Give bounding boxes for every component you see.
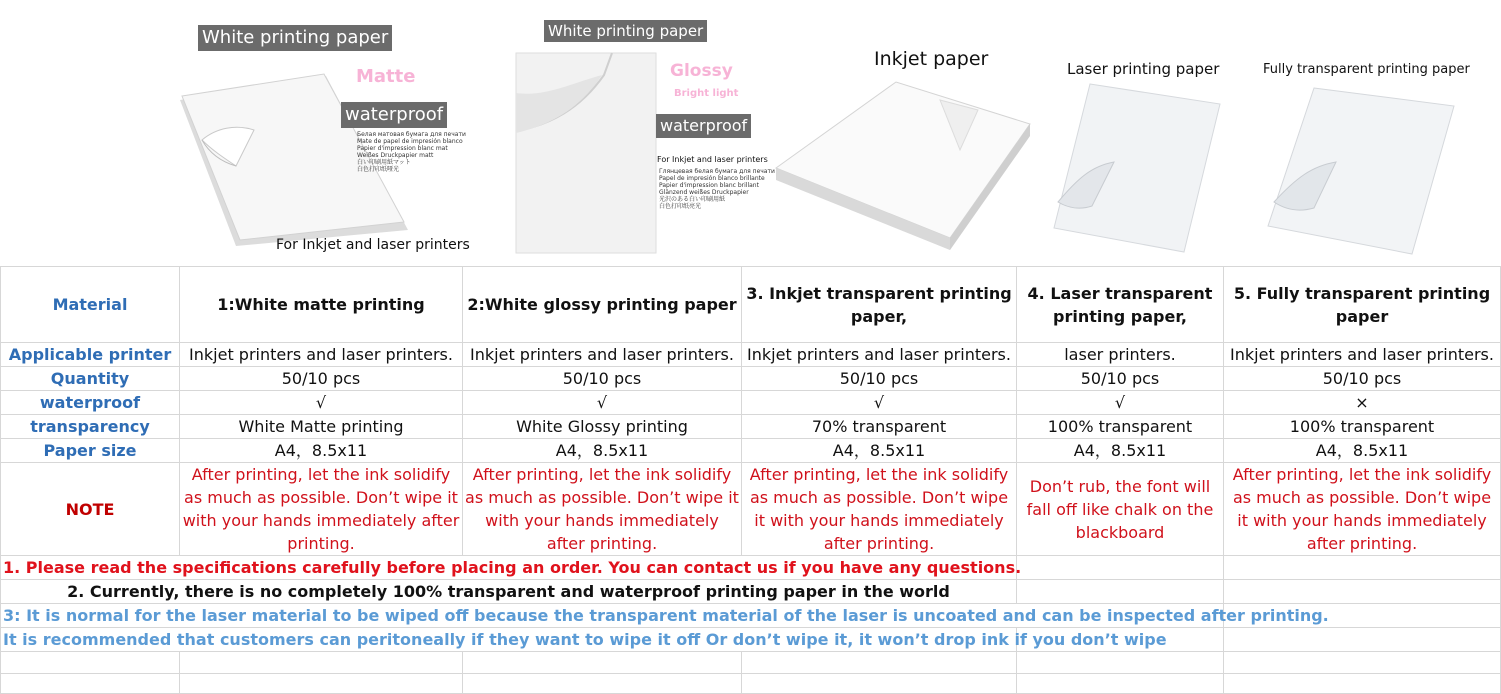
table-cell: √: [180, 391, 463, 415]
img3-title: Inkjet paper: [874, 48, 989, 70]
table-cell: 50/10 pcs: [1224, 367, 1501, 391]
empty-cell: [180, 652, 463, 674]
table-cell: ×: [1224, 391, 1501, 415]
empty-row: [1, 652, 1501, 674]
empty-cell: [1017, 580, 1224, 604]
img1-multilang-text: Белая матовая бумага для печати Mate de papel de impresión blanco Papier d'impression blanc mat Weißes Druckpapier matt 白い印刷用紙マット 白色打印纸哑光: [357, 131, 466, 173]
row-label-applicable-printer: Applicable printer: [1, 343, 180, 367]
empty-cell: [1, 674, 180, 694]
note-cell: After printing, let the ink solidify as much as possible. Don’t wipe it with your hands immediately after printing.: [742, 463, 1017, 556]
empty-cell: [1017, 674, 1224, 694]
glossy-paper-image: [516, 53, 656, 253]
empty-cell: [742, 674, 1017, 694]
remark-row: [1, 556, 1501, 580]
table-cell: √: [742, 391, 1017, 415]
table-row: [1, 343, 1501, 367]
note-cell: After printing, let the ink solidify as much as possible. Don’t wipe it with your hands immediately after printing.: [180, 463, 463, 556]
table-cell: A4，8.5x11: [463, 439, 742, 463]
note-row: [1, 463, 1501, 556]
img2-multilang-text: Глянцевая белая бумага для печати Papel de impresión blanco brillante Papier d'impression blanc brillant Glänzend weißes Druckpapier 光沢のある白い印刷用紙 白色打印纸亮光: [659, 168, 775, 210]
note-cell: Don’t rub, the font will fall off like chalk on the blackboard: [1017, 463, 1224, 556]
table-cell: 50/10 pcs: [742, 367, 1017, 391]
empty-cell: [1224, 674, 1501, 694]
empty-cell: [1017, 556, 1224, 580]
table-cell: 100% transparent: [1017, 415, 1224, 439]
table-cell: laser printers.: [1017, 343, 1224, 367]
img2-bright-label: Bright light: [674, 88, 739, 99]
img2-glossy-label: Glossy: [670, 61, 733, 81]
empty-cell: [463, 674, 742, 694]
material-label: Material: [1, 267, 180, 343]
note-cell: After printing, let the ink solidify as much as possible. Don’t wipe it with your hands immediately after printing.: [1224, 463, 1501, 556]
table-cell: Inkjet printers and laser printers.: [180, 343, 463, 367]
header-col-1: 1:White matte printing: [180, 267, 463, 343]
table-cell: White Matte printing: [180, 415, 463, 439]
table-cell: √: [1017, 391, 1224, 415]
table-cell: A4，8.5x11: [1224, 439, 1501, 463]
img1-waterproof-tag: waterproof: [341, 102, 447, 128]
table-cell: 70% transparent: [742, 415, 1017, 439]
img1-caption: For Inkjet and laser printers: [276, 237, 470, 253]
header-col-2: 2:White glossy printing paper: [463, 267, 742, 343]
img2-for-text: For Inkjet and laser printers: [657, 155, 768, 164]
table-cell: √: [463, 391, 742, 415]
table-cell: 100% transparent: [1224, 415, 1501, 439]
img4-title: Laser printing paper: [1067, 60, 1220, 78]
row-label-note: NOTE: [1, 463, 180, 556]
spec-table: [0, 266, 1501, 694]
remark-4: It is recommended that customers can peritoneally if they want to wipe it off Or don’t wipe it, it won’t drop ink if you don’t wipe: [1, 628, 1017, 652]
table-row: [1, 439, 1501, 463]
empty-cell: [180, 674, 463, 694]
header-col-5: 5. Fully transparent printing paper: [1224, 267, 1501, 343]
table-cell: Inkjet printers and laser printers.: [1224, 343, 1501, 367]
header-col-4: 4. Laser transparent printing paper,: [1017, 267, 1224, 343]
inkjet-paper-image: [772, 82, 1034, 252]
table-cell: A4，8.5x11: [180, 439, 463, 463]
remark-2: 2. Currently, there is no completely 100% transparent and waterproof printing paper in the world: [1, 580, 1017, 604]
table-header-row: [1, 267, 1501, 343]
img1-matte-label: Matte: [356, 66, 416, 87]
remark-row: [1, 604, 1501, 628]
table-row: [1, 415, 1501, 439]
table-cell: 50/10 pcs: [463, 367, 742, 391]
row-label-quantity: Quantity: [1, 367, 180, 391]
product-image-strip: [0, 0, 1500, 266]
img2-waterproof-tag: waterproof: [656, 114, 751, 138]
img5-title: Fully transparent printing paper: [1263, 62, 1470, 77]
note-cell: After printing, let the ink solidify as much as possible. Don’t wipe it with your hands immediately after printing.: [463, 463, 742, 556]
empty-row: [1, 674, 1501, 694]
table-cell: A4，8.5x11: [1017, 439, 1224, 463]
empty-cell: [742, 652, 1017, 674]
header-col-3: 3. Inkjet transparent printing paper,: [742, 267, 1017, 343]
img1-tag: White printing paper: [198, 25, 392, 51]
empty-cell: [1224, 580, 1501, 604]
table-cell: Inkjet printers and laser printers.: [742, 343, 1017, 367]
empty-cell: [1224, 652, 1501, 674]
empty-cell: [1, 652, 180, 674]
row-label-paper-size: Paper size: [1, 439, 180, 463]
empty-cell: [1224, 556, 1501, 580]
table-row: [1, 391, 1501, 415]
table-cell: White Glossy printing: [463, 415, 742, 439]
transparent-paper-image: [1266, 86, 1456, 256]
img2-tag: White printing paper: [544, 20, 707, 42]
table-cell: 50/10 pcs: [1017, 367, 1224, 391]
laser-paper-image: [1052, 82, 1222, 254]
row-label-waterproof: waterproof: [1, 391, 180, 415]
remark-row: [1, 628, 1501, 652]
empty-cell: [1017, 652, 1224, 674]
empty-cell: [463, 652, 742, 674]
empty-cell: [1224, 628, 1501, 652]
table-cell: 50/10 pcs: [180, 367, 463, 391]
row-label-transparency: transparency: [1, 415, 180, 439]
remark-row: [1, 580, 1501, 604]
table-cell: A4，8.5x11: [742, 439, 1017, 463]
remark-3: 3: It is normal for the laser material to be wiped off because the transparent material of the laser is uncoated and can be inspected after printing.: [1, 604, 1224, 628]
table-cell: Inkjet printers and laser printers.: [463, 343, 742, 367]
table-row: [1, 367, 1501, 391]
remark-1: 1. Please read the specifications carefully before placing an order. You can contact us if you have any questions.: [1, 556, 1017, 580]
